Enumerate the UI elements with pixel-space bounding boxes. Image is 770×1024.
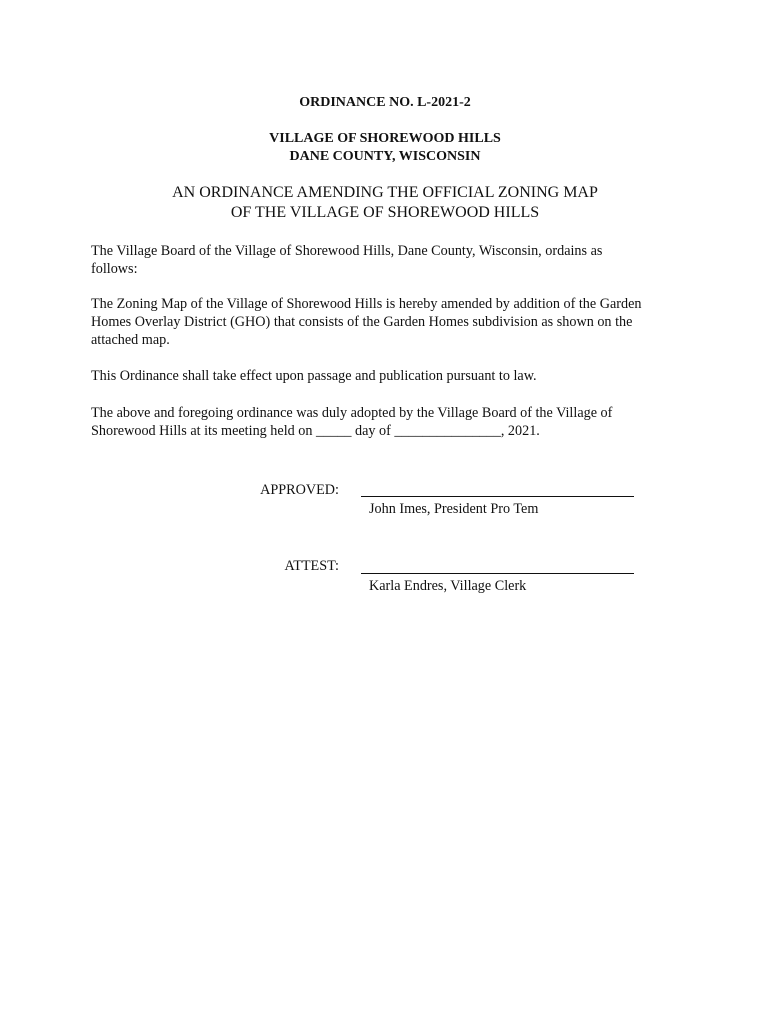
paragraph-line: The above and foregoing ordinance was duly adopted by the Village Board of the Village of	[91, 405, 613, 421]
paragraph-line: follows:	[91, 261, 138, 277]
paragraph-line: The Zoning Map of the Village of Shorewood Hills is hereby amended by addition of the Garden	[91, 296, 642, 312]
approved-signer-name: John Imes, President Pro Tem	[369, 501, 539, 517]
paragraph-line: This Ordinance shall take effect upon passage and publication pursuant to law.	[91, 368, 537, 384]
ordinance-number: ORDINANCE NO. L-2021-2	[299, 95, 471, 110]
village-name: VILLAGE OF SHOREWOOD HILLS	[269, 131, 501, 146]
paragraph-line: The Village Board of the Village of Shorewood Hills, Dane County, Wisconsin, ordains as	[91, 243, 603, 259]
attest-signer-name: Karla Endres, Village Clerk	[369, 578, 527, 594]
approved-signature-line	[361, 496, 634, 497]
paragraph-line: attached map.	[91, 332, 170, 348]
paragraph-adoption	[91, 404, 691, 440]
attest-signature-line	[361, 573, 634, 574]
county-name: DANE COUNTY, WISCONSIN	[289, 149, 481, 164]
paragraph-ordains	[91, 242, 691, 278]
attest-label: ATTEST:	[284, 558, 339, 574]
paragraph-line: Shorewood Hills at its meeting held on _____ day of _______________, 2021.	[91, 423, 540, 439]
approved-label: APPROVED:	[260, 482, 339, 498]
title-line-2: OF THE VILLAGE OF SHOREWOOD HILLS	[230, 204, 540, 221]
title-line-1: AN ORDINANCE AMENDING THE OFFICIAL ZONING MAP	[172, 184, 598, 201]
paragraph-line: Homes Overlay District (GHO) that consists of the Garden Homes subdivision as shown on the	[91, 314, 633, 330]
paragraph-amendment	[91, 295, 691, 349]
paragraph-effect	[91, 367, 691, 385]
